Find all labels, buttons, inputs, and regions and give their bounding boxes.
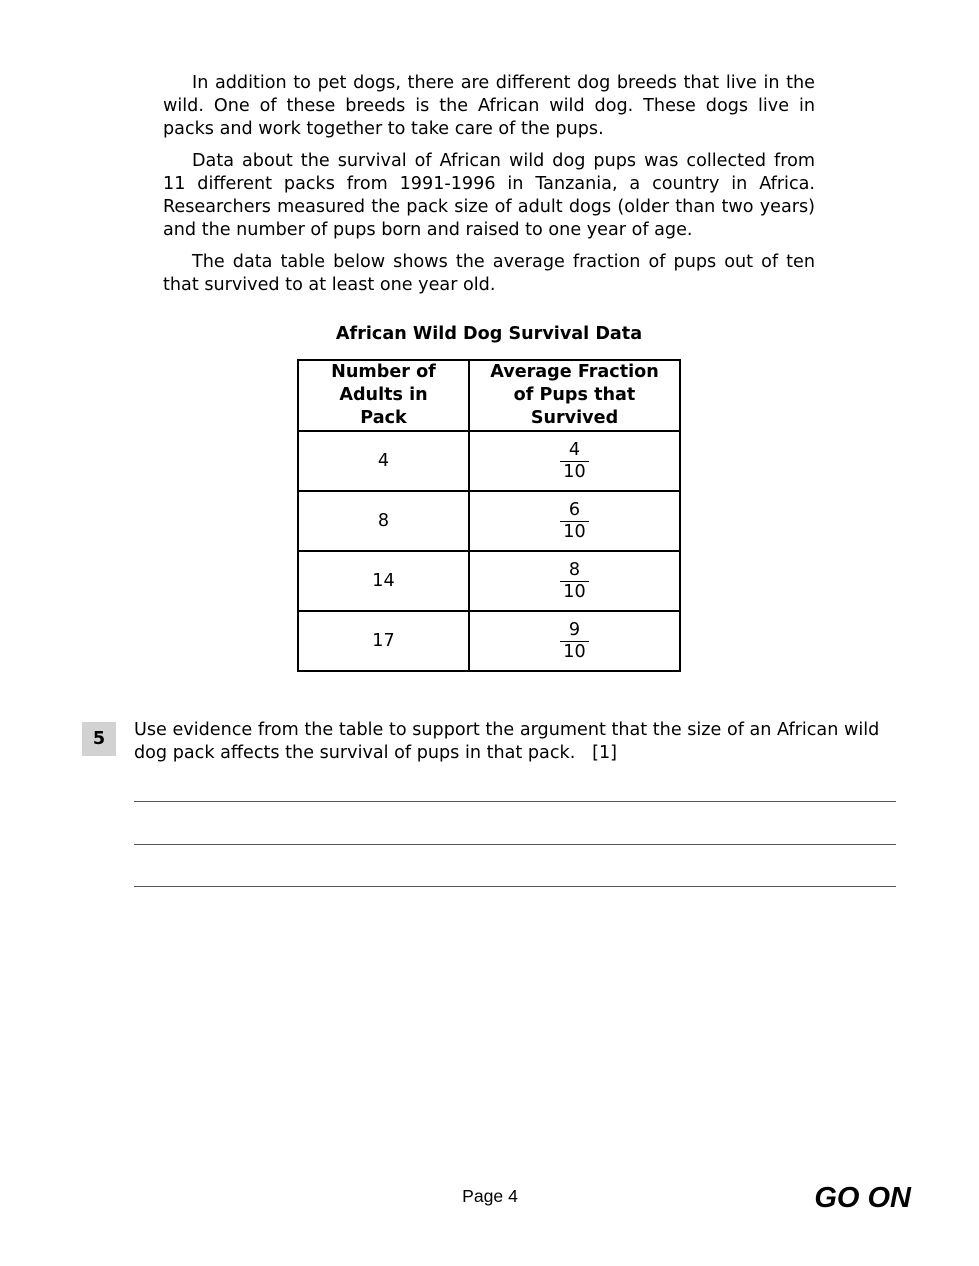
fraction-numerator: 8	[560, 560, 588, 582]
fraction-numerator: 9	[560, 620, 588, 642]
header-fraction-label: Average Fraction of Pups that Survived	[490, 362, 659, 428]
adults-cell: 17	[298, 611, 469, 671]
table-row	[298, 431, 680, 491]
fraction	[560, 560, 588, 603]
header-adults-label: Number of Adults in Pack	[331, 362, 436, 428]
adults-cell: 8	[298, 491, 469, 551]
question-text: Use evidence from the table to support the argument that the size of an African wild dog pack affects the survival of pups in that pack.	[134, 720, 880, 763]
question-number-badge: 5	[82, 722, 116, 756]
fraction-denominator: 10	[563, 641, 586, 662]
fraction	[560, 500, 588, 543]
table-header-row	[298, 360, 680, 431]
question-points: [1]	[592, 743, 617, 763]
header-fraction-survived	[469, 360, 680, 431]
passage	[163, 72, 815, 306]
fraction	[560, 620, 588, 663]
fraction-cell	[469, 431, 680, 491]
header-adults-in-pack	[298, 360, 469, 431]
fraction	[560, 440, 588, 483]
answer-line[interactable]	[134, 886, 896, 887]
question-prompt	[134, 719, 902, 765]
table-title: African Wild Dog Survival Data	[335, 324, 643, 344]
fraction-denominator: 10	[563, 521, 586, 542]
fraction-cell	[469, 491, 680, 551]
table-row	[298, 551, 680, 611]
fraction-cell	[469, 611, 680, 671]
go-on-label: GO ON	[814, 1182, 911, 1214]
answer-line[interactable]	[134, 801, 896, 802]
passage-paragraph: The data table below shows the average fraction of pups out of ten that survived to at least one year old.	[163, 252, 815, 295]
fraction-denominator: 10	[563, 461, 586, 482]
fraction-denominator: 10	[563, 581, 586, 602]
table-row	[298, 611, 680, 671]
survival-data-table	[297, 359, 681, 672]
fraction-numerator: 4	[560, 440, 588, 462]
answer-line[interactable]	[134, 844, 896, 845]
fraction-numerator: 6	[560, 500, 588, 522]
passage-paragraph: Data about the survival of African wild dog pups was collected from 11 different packs from 1991-1996 in Tanzania, a country in Africa. Researchers measured the pack size of adult dogs (older than two years) and the number of pups born and raised to one year of age.	[163, 151, 815, 240]
passage-paragraph: In addition to pet dogs, there are different dog breeds that live in the wild. One of these breeds is the African wild dog. These dogs live in packs and work together to take care of the pups.	[163, 73, 815, 139]
fraction-cell	[469, 551, 680, 611]
table-row	[298, 491, 680, 551]
page-number: Page 4	[462, 1186, 518, 1206]
adults-cell: 14	[298, 551, 469, 611]
adults-cell: 4	[298, 431, 469, 491]
